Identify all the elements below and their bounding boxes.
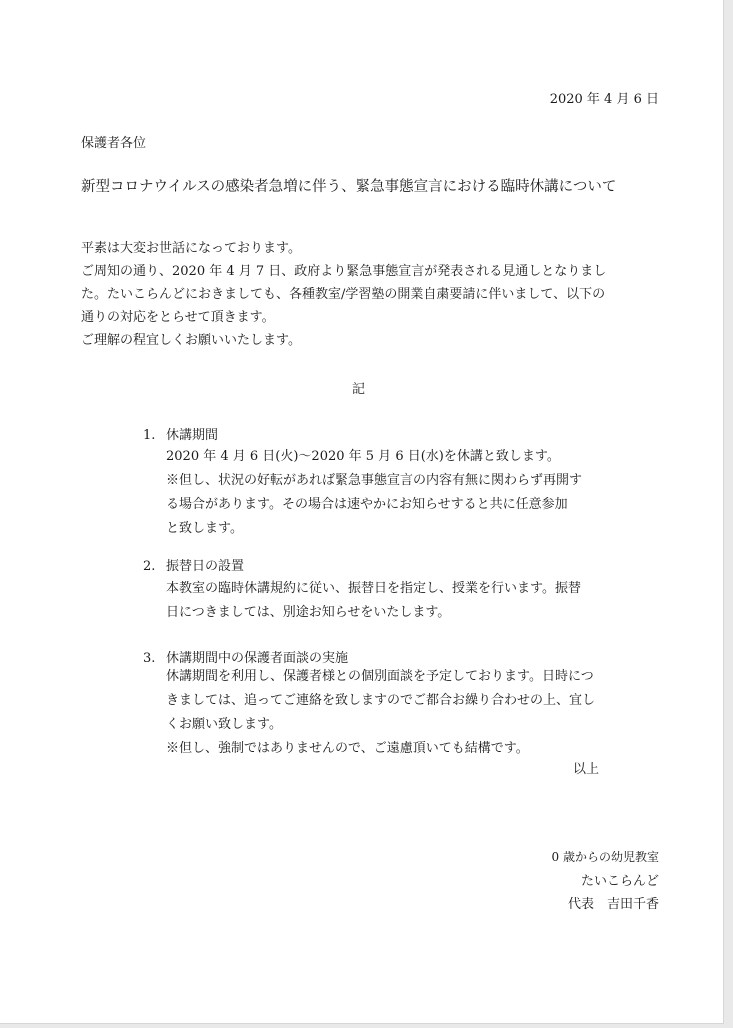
item-body-line: 休講期間を利用し、保護者様との個別面談を予定しております。日時につ xyxy=(166,669,594,684)
intro-line: ご理解の程宜しくお願いいたします。 xyxy=(81,333,301,348)
item-body-line: と致します。 xyxy=(166,521,243,536)
item-body-line: 2020 年 4 月 6 日(火)～2020 年 5 月 6 日(水)を休講と致します。 xyxy=(166,449,560,464)
item-title: 振替日の設置 xyxy=(166,559,245,574)
item-body-line: 日につきましては、別途お知らせをいたします。 xyxy=(166,605,451,620)
intro-line: ご周知の通り、2020 年 4 月 7 日、政府より緊急事態宣言が発表される見通しとなりまし xyxy=(81,264,607,279)
item-body-line: ※但し、強制ではありませんので、ご遠慮頂いても結構です。 xyxy=(166,741,529,756)
item-number: 1. xyxy=(143,428,156,443)
intro-paragraph xyxy=(81,237,606,352)
document-date: 2020 年 4 月 6 日 xyxy=(549,92,659,107)
recipient: 保護者各位 xyxy=(81,136,147,151)
item-body xyxy=(166,577,581,625)
item-number: 2. xyxy=(143,559,156,574)
item-number: 3. xyxy=(143,651,156,666)
signature-organization: 0 歳からの幼児教室 xyxy=(551,850,659,864)
signature-name: たいこらんど xyxy=(580,874,659,889)
item-body-line: ※但し、状況の好転があれば緊急事態宣言の内容有無に関わらず再開す xyxy=(166,473,583,488)
item-title: 休講期間中の保護者面談の実施 xyxy=(166,651,349,666)
intro-line: 通りの対応をとらせて頂きます。 xyxy=(81,310,275,325)
item-body-line: 本教室の臨時休講規約に従い、振替日を指定し、授業を行います。振替 xyxy=(166,581,581,596)
item-body-line: くお願い致します。 xyxy=(166,717,282,732)
signature-representative: 代表 吉田千香 xyxy=(567,897,659,912)
closing-ijo: 以上 xyxy=(572,762,599,777)
item-body-line: る場合があります。その場合は速やかにお知らせすると共に任意参加 xyxy=(166,497,568,512)
item-title: 休講期間 xyxy=(166,428,219,443)
item-body-line: きましては、追ってご連絡を致しますのでご都合お繰り合わせの上、宜し xyxy=(166,693,596,708)
item-body xyxy=(166,445,582,541)
ki-heading: 記 xyxy=(352,382,366,397)
intro-line: 平素は大変お世話になっております。 xyxy=(81,241,301,256)
intro-line: た。たいこらんどにおきましても、各種教室/学習塾の開業自粛要請に伴いまして、以下の xyxy=(81,287,606,302)
item-body xyxy=(166,665,595,761)
document-subject: 新型コロナウイルスの感染者急増に伴う、緊急事態宣言における臨時休講について xyxy=(81,179,617,195)
